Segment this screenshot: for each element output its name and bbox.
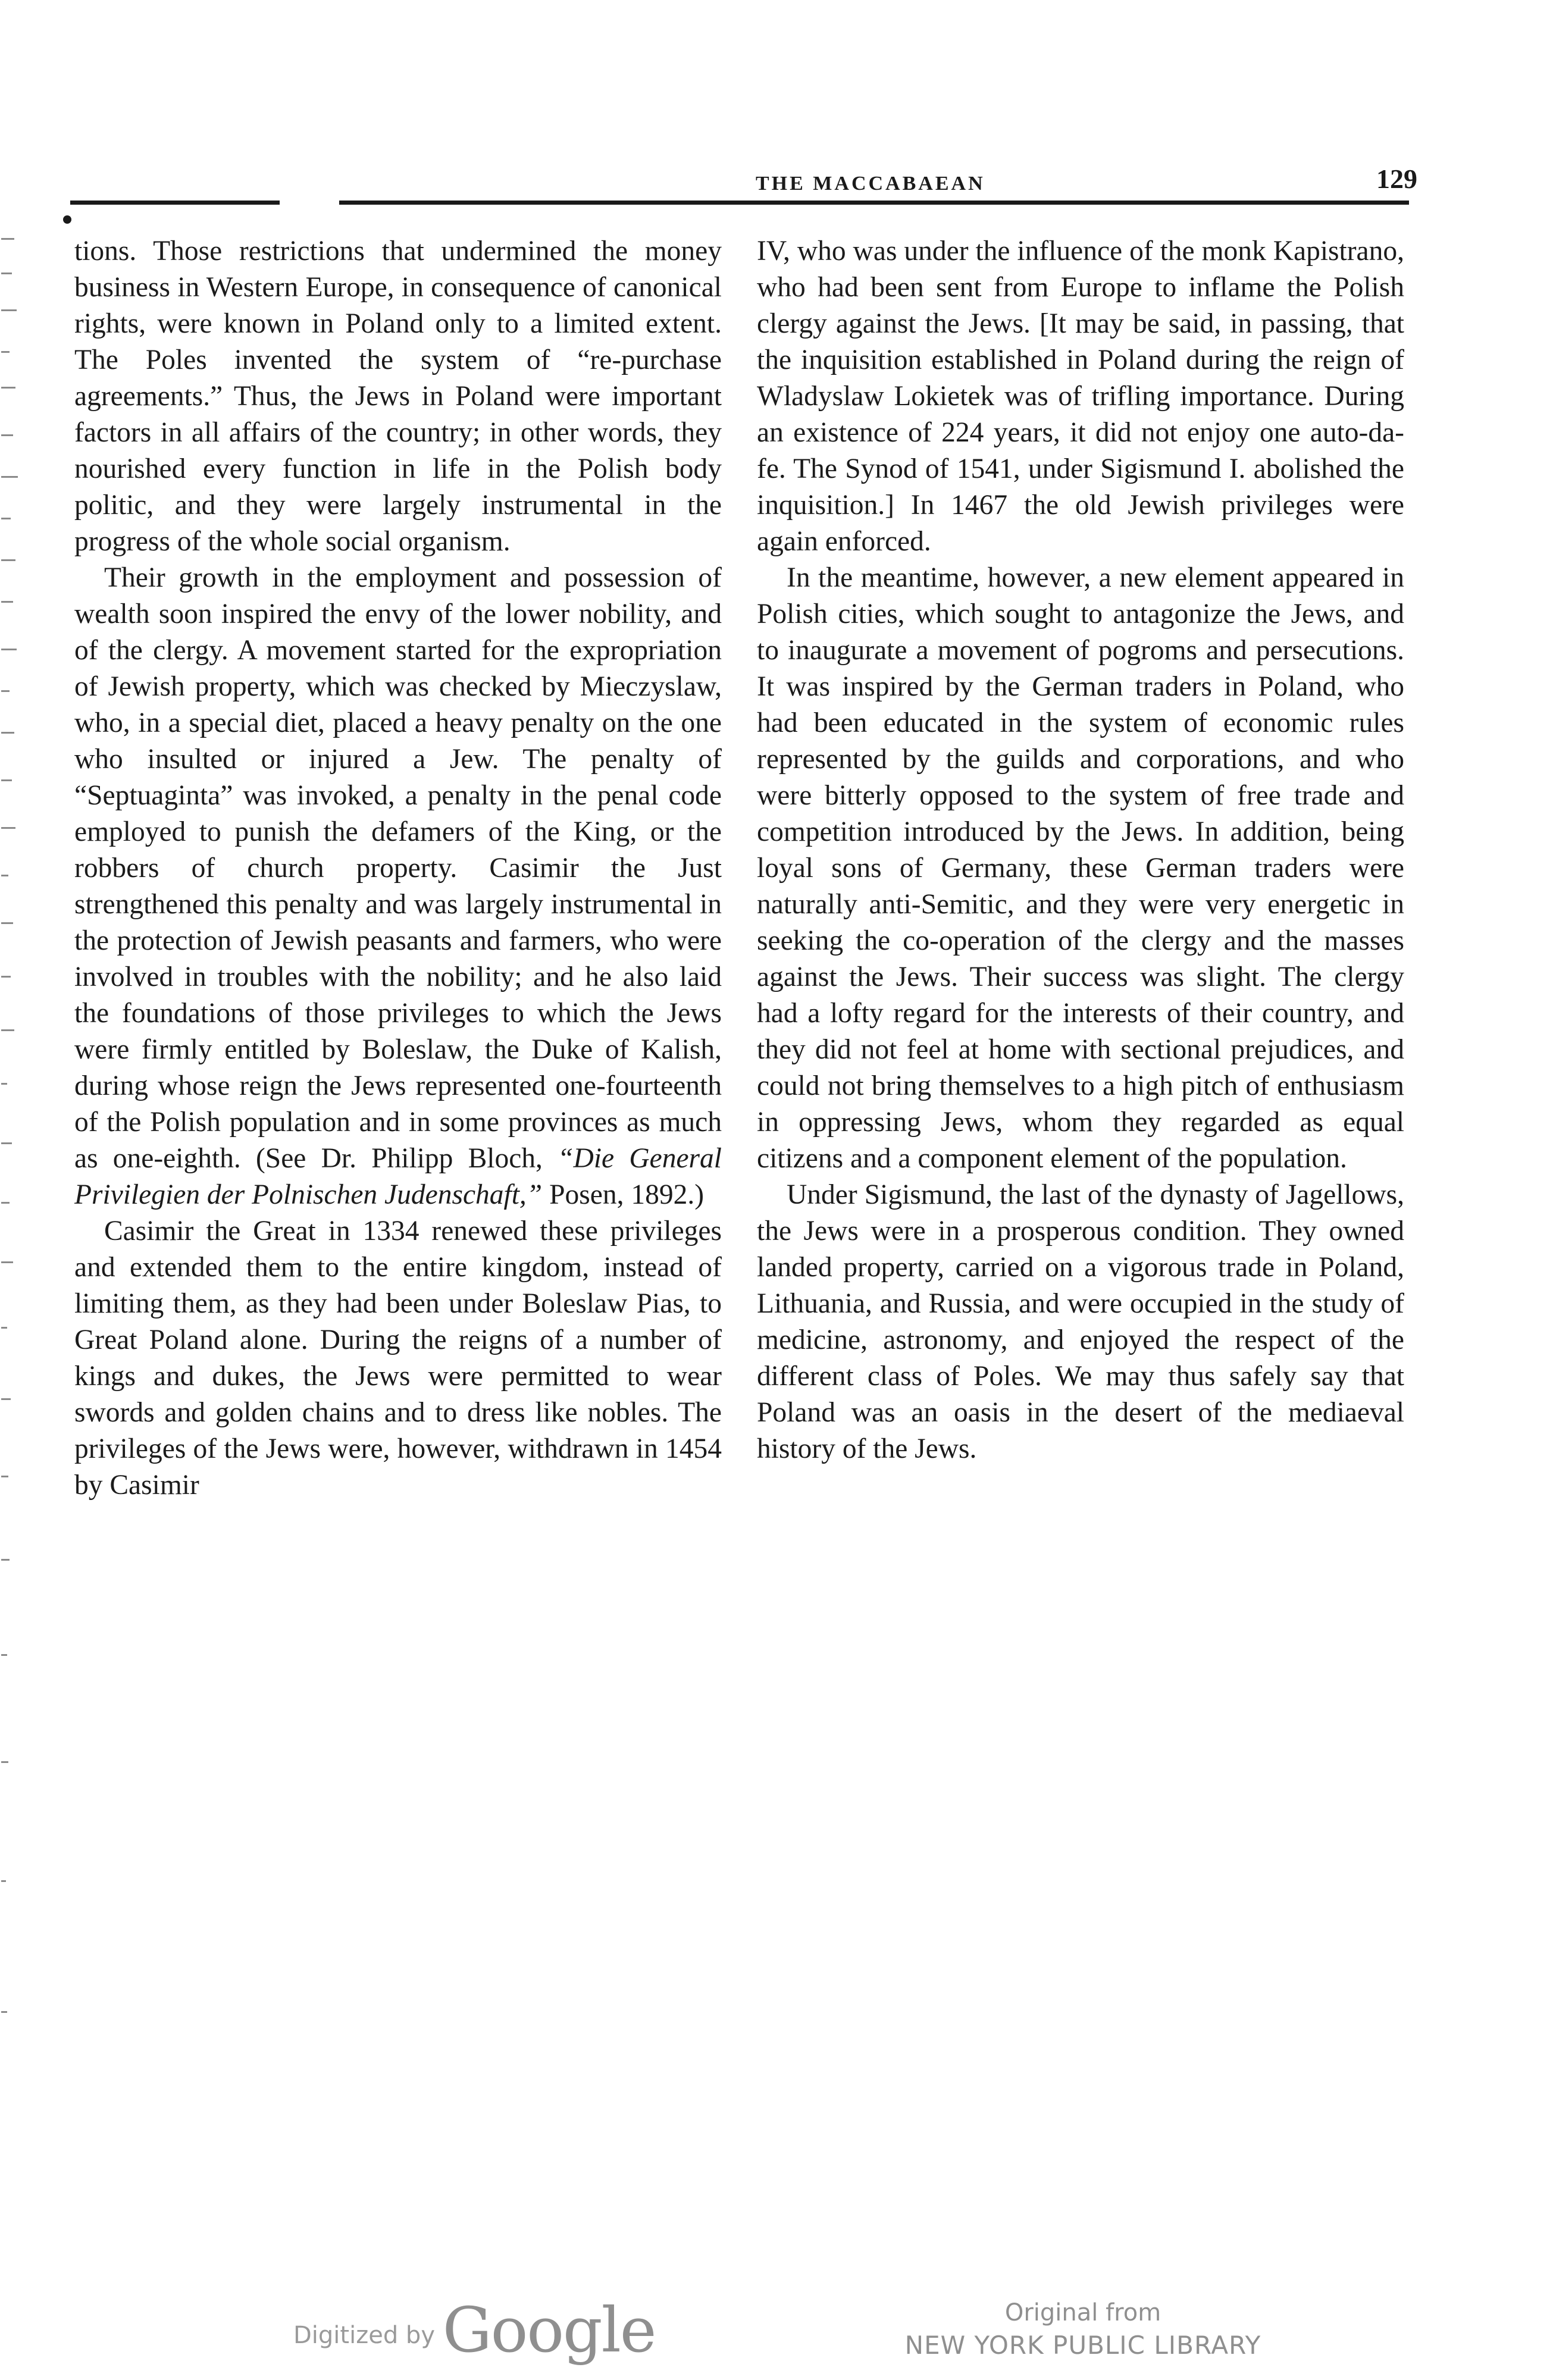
journal-title: THE MACCABAEAN [756, 173, 985, 195]
original-from-label: Original from [1004, 2299, 1161, 2326]
paragraph: Under Sigismund, the last of the dynasty of Jagellows, the Jews were in a prosperous condition. They owned landed property, carried on a vigorous trade in Poland, Lithuania, and Russia, and were occupied in the study of medicine, astronomy, and enjoyed the respect of the different class of Poles. We may thus safely say that Poland was an oasis in the desert of the mediaeval history of the Jews. [757, 1179, 1404, 1464]
paragraph: IV, who was under the influence of the monk Kapistrano, who had been sent from Europe to inflame the Polish clergy against the Jews. [It may be said, in passing, that the inquisition established in Poland during the reign of Wladyslaw Lokietek was of trifling importance. During an existence of 224 years, it did not enjoy one auto-da-fe. The Synod of 1541, under Sigismund I. abolished the inquisition.] In 1467 the old Jewish privileges were again enforced. [757, 236, 1404, 557]
paragraph: tions. Those restrictions that undermined the money business in Western Europe, in consequence of canonical rights, were known in Poland only to a limited extent. The Poles invented the system of “re-purchase agreements.” Thus, the Jews in Poland were important factors in all affairs of the country; in other words, they nourished every function in life in the Polish body politic, and they were largely instrumental in the progress of the whole social organism. [74, 236, 722, 557]
paragraph-text: Their growth in the employment and possession of wealth soon inspired the envy of the lower nobility, and of the clergy. A movement started for the expropriation of Jewish property, which was checked by Mieczyslaw, who, in a special diet, placed a heavy penalty on the one who insulted or injured a Jew. The penalty of “Septuaginta” was invoked, a penalty in the penal code employed to punish the defamers of the King, or the robbers of church property. Casimir the Just strengthened this penalty and was largely instrumental in the protection of Jewish peasants and farmers, who were involved in troubles with the nobility; and he also laid the foundations of those privileges to which the Jews were firmly entitled by Boleslaw, the Duke of Kalish, during whose reign the Jews represented one-fourteenth of the Polish population and in some provinces as much as one-eighth. (See Dr. Philipp Bloch, [74, 562, 722, 1174]
running-header [70, 162, 1417, 203]
header-rule [70, 201, 1409, 205]
citation-title: “Die General Privilegien der Polnischen Judenschaft,” [74, 1143, 722, 1210]
digitized-by-label: Digitized by [293, 2322, 435, 2349]
google-logo: Google [442, 2294, 656, 2366]
digitized-by-watermark [293, 2294, 655, 2366]
library-watermark [904, 2297, 1261, 2362]
left-column [74, 233, 722, 1504]
right-column [757, 233, 1404, 1467]
paragraph: Casimir the Great in 1334 renewed these privileges and extended them to the entire kingdom, instead of limiting them, as they had been under Boleslaw Pias, to Great Poland alone. During the reigns of a number of kings and dukes, the Jews were permitted to wear swords and golden chains and to dress like nobles. The privileges of the Jews were, however, withdrawn in 1454 by Casimir [74, 1216, 722, 1501]
header-rule-gap [280, 198, 339, 208]
citation-tail: Posen, 1892.) [542, 1179, 705, 1210]
left-margin-scan-marks [1, 238, 23, 2142]
paragraph: In the meantime, however, a new element appeared in Polish cities, which sought to antagonize the Jews, and to inaugurate a movement of pogroms and persecutions. It was inspired by the German traders in Poland, who had been educated in the system of economic rules represented by the guilds and corporations, and who were bitterly opposed to the system of free trade and competition introduced by the Jews. In addition, being loyal sons of Germany, these German traders were naturally anti-Semitic, and they were very energetic in seeking the co-operation of the clergy and the masses against the Jews. Their success was slight. The clergy had a lofty regard for the interests of their country, and they did not feel at home with sectional prejudices, and could not bring themselves to a high pitch of enthusiasm in oppressing Jews, whom they regarded as equal citizens and a component element of the population. [757, 562, 1404, 1174]
library-name: NEW YORK PUBLIC LIBRARY [904, 2331, 1261, 2360]
page-number: 129 [1376, 164, 1417, 194]
ink-dot-mark [63, 215, 71, 224]
paragraph [74, 560, 722, 1213]
